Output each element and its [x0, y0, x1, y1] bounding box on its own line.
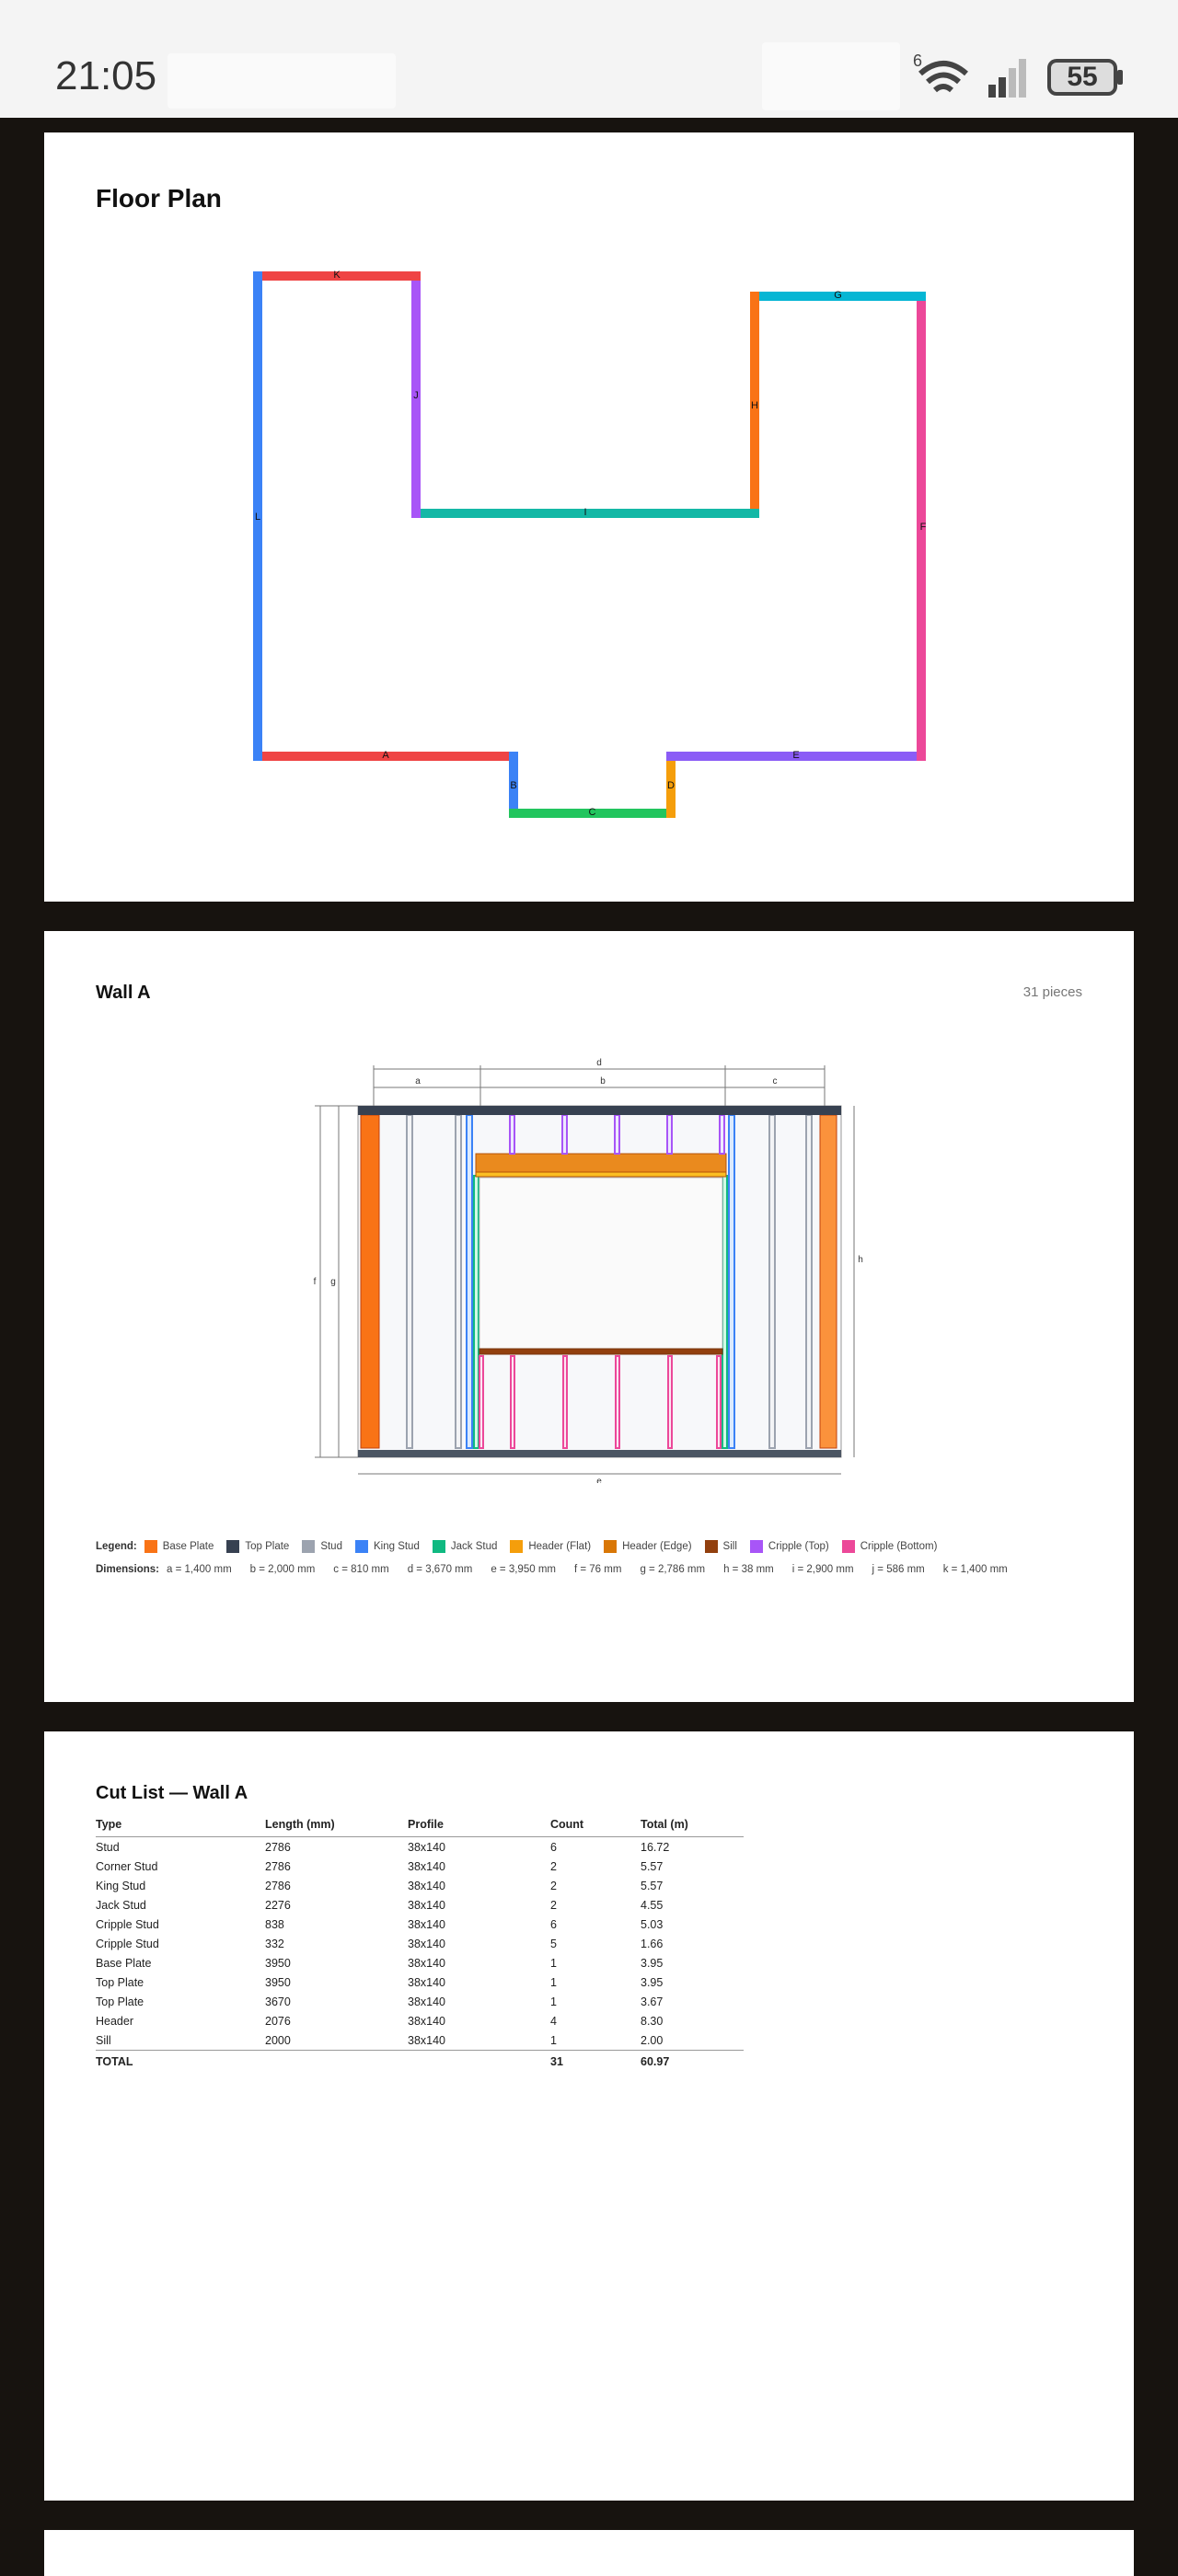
legend-item [510, 1540, 591, 1553]
column-header: Count [550, 1816, 641, 1837]
table-cell: 38x140 [408, 1995, 446, 2008]
pieces-count: 31 pieces [1022, 984, 1082, 1000]
stud-0 [407, 1115, 412, 1448]
legend-item [705, 1540, 737, 1553]
dim-label-c: c [772, 1076, 778, 1087]
dimension-item: h = 38 mm [723, 1564, 774, 1575]
table-row [96, 1895, 744, 1915]
legend-swatch [302, 1540, 315, 1553]
table-cell: 3.95 [641, 1956, 664, 1970]
table-cell: 38x140 [408, 1840, 446, 1854]
legend-swatch [842, 1540, 855, 1553]
table-row [96, 1837, 744, 1857]
status-time: 21:05 [55, 53, 157, 98]
table-cell: King Stud [96, 1879, 146, 1892]
dimension-item: c = 810 mm [333, 1564, 389, 1575]
dimension-item: f = 76 mm [573, 1564, 622, 1575]
cripple-bottom-4 [668, 1356, 672, 1448]
legend-text: Cripple (Bottom) [860, 1541, 938, 1552]
status-bar [0, 0, 1178, 118]
table-cell: 1 [550, 1956, 557, 1970]
legend-swatch [433, 1540, 445, 1553]
table-cell: 3670 [265, 1995, 291, 2008]
legend-swatch [144, 1540, 157, 1553]
table-cell: 2076 [265, 2014, 291, 2028]
dim-label-b: b [600, 1076, 606, 1087]
table-cell: Top Plate [96, 1975, 144, 1989]
table-row [96, 1915, 744, 1934]
wall-a-page [44, 931, 1134, 1702]
dimension-item: e = 3,950 mm [491, 1564, 556, 1575]
legend-text: Header (Edge) [622, 1541, 692, 1552]
corner-stud-left [361, 1115, 379, 1448]
table-cell: 838 [265, 1917, 284, 1931]
signal-icon [987, 57, 1033, 99]
table-cell: 38x140 [408, 2033, 446, 2047]
sill [479, 1349, 722, 1354]
table-cell: 2000 [265, 2033, 291, 2047]
table-cell: 2786 [265, 1879, 291, 1892]
table-cell: 2786 [265, 1859, 291, 1873]
table-cell: 6 [550, 1917, 557, 1931]
wall-title: Wall A [96, 983, 151, 1003]
table-cell: 38x140 [408, 1956, 446, 1970]
table-cell: 5.57 [641, 1859, 664, 1873]
wall-label-l: L [254, 512, 261, 523]
table-cell: 2 [550, 1898, 557, 1912]
table-cell: 4.55 [641, 1898, 664, 1912]
floor-plan-page [44, 132, 1134, 902]
total-cell: TOTAL [96, 2051, 265, 2074]
table-cell: 8.30 [641, 2014, 664, 2028]
cripple-bottom-2 [563, 1356, 567, 1448]
battery-tip [1117, 70, 1123, 85]
legend-item [842, 1540, 938, 1553]
cripple-top-0 [510, 1115, 514, 1154]
legend-text: Header (Flat) [528, 1541, 592, 1552]
wall-label-d: D [667, 780, 675, 791]
table-cell: 3.95 [641, 1975, 664, 1989]
legend-swatch [355, 1540, 368, 1553]
wifi-label: 6 [913, 53, 923, 70]
king-stud-left [467, 1115, 472, 1448]
legend-text: King Stud [373, 1541, 420, 1552]
battery-icon: 55 [1047, 59, 1117, 96]
legend-label: Legend: [96, 1541, 137, 1552]
legend-swatch [226, 1540, 239, 1553]
stud-3 [806, 1115, 812, 1448]
table-cell: 3.67 [641, 1995, 664, 2008]
status-placeholder [167, 53, 396, 109]
dim-label-g: g [330, 1277, 336, 1287]
cripple-top-1 [562, 1115, 567, 1154]
table-row [96, 1934, 744, 1953]
header-edge [476, 1154, 726, 1172]
wall-label-h: H [751, 400, 758, 411]
table-cell: 1 [550, 2033, 557, 2047]
table-cell: 16.72 [641, 1840, 670, 1854]
dimension-item: k = 1,400 mm [942, 1564, 1008, 1575]
table-cell: 38x140 [408, 1859, 446, 1873]
table-cell: Header [96, 2014, 133, 2028]
dim-label-d: d [596, 1058, 602, 1068]
dimension-item: j = 586 mm [872, 1564, 925, 1575]
cripple-bottom-5 [717, 1356, 721, 1448]
cripple-top-4 [720, 1115, 724, 1154]
column-header: Length (mm) [265, 1816, 408, 1837]
table-cell: 1.66 [641, 1937, 664, 1950]
floor-plan-title: Floor Plan [96, 184, 222, 213]
wifi-icon [911, 53, 976, 99]
dim-label-f: f [313, 1277, 317, 1287]
wall-label-g: G [834, 290, 842, 301]
legend-item [226, 1540, 289, 1553]
total-cell [265, 2051, 408, 2074]
column-header: Total (m) [641, 1816, 744, 1837]
cut-list-page [44, 1731, 1134, 2501]
table-row [96, 2011, 744, 2030]
table-cell: 38x140 [408, 1879, 446, 1892]
table-cell: Sill [96, 2033, 111, 2047]
wall-elevation-drawing [44, 931, 1134, 1483]
cripple-bottom-1 [511, 1356, 514, 1448]
legend-item [355, 1540, 420, 1553]
table-cell: 38x140 [408, 1898, 446, 1912]
cripple-bottom-0 [479, 1356, 483, 1448]
dimension-item: g = 2,786 mm [640, 1564, 706, 1575]
cripple-top-2 [615, 1115, 619, 1154]
legend-text: Base Plate [162, 1541, 214, 1552]
table-cell: 2.00 [641, 2033, 664, 2047]
wall-label-b: B [510, 780, 517, 791]
table-row [96, 1972, 744, 1992]
table-cell: 5.03 [641, 1917, 664, 1931]
top-plate [358, 1106, 841, 1115]
table-cell: 1 [550, 1995, 557, 2008]
legend-text: Top Plate [245, 1541, 290, 1552]
next-page [44, 2530, 1134, 2576]
legend-text: Stud [320, 1541, 342, 1552]
table-row [96, 1876, 744, 1895]
table-cell: Cripple Stud [96, 1917, 159, 1931]
wall-label-i: I [583, 507, 587, 518]
dim-label-e: e [596, 1477, 602, 1483]
legend-item [604, 1540, 691, 1553]
status-placeholder-right [762, 42, 900, 110]
table-row [96, 1992, 744, 2011]
base-plate [358, 1450, 841, 1457]
table-cell: 38x140 [408, 1975, 446, 1989]
legend-text: Cripple (Top) [768, 1541, 829, 1552]
table-cell: Jack Stud [96, 1898, 146, 1912]
table-cell: Base Plate [96, 1956, 152, 1970]
legend-text: Sill [722, 1541, 737, 1552]
table-row [96, 2030, 744, 2051]
dimension-item: i = 2,900 mm [791, 1564, 854, 1575]
table-cell: 2 [550, 1859, 557, 1873]
floor-plan-drawing [44, 132, 1134, 902]
table-cell: 3950 [265, 1975, 291, 1989]
table-cell: 5.57 [641, 1879, 664, 1892]
legend-swatch [705, 1540, 718, 1553]
total-cell: 60.97 [641, 2051, 744, 2074]
legend-item [144, 1540, 214, 1553]
corner-stud-right [820, 1115, 837, 1448]
table-cell: 1 [550, 1975, 557, 1989]
wall-label-j: J [413, 390, 419, 401]
table-cell: 332 [265, 1937, 284, 1950]
cripple-bottom-3 [616, 1356, 619, 1448]
column-header: Profile [408, 1816, 550, 1837]
dimensions-list [96, 1564, 1026, 1575]
table-cell: 38x140 [408, 1937, 446, 1950]
table-cell: 38x140 [408, 2014, 446, 2028]
table-cell: 38x140 [408, 1917, 446, 1931]
table-cell: 3950 [265, 1956, 291, 1970]
legend-swatch [750, 1540, 763, 1553]
dimensions-label: Dimensions: [96, 1564, 160, 1575]
wall-label-a: A [382, 750, 389, 761]
jack-stud-right [722, 1176, 727, 1448]
total-cell: 31 [550, 2051, 641, 2074]
table-row [96, 1953, 744, 1972]
table-cell: 2786 [265, 1840, 291, 1854]
dim-label-h: h [858, 1255, 863, 1265]
column-header: Type [96, 1816, 265, 1837]
table-cell: Cripple Stud [96, 1937, 159, 1950]
total-row [96, 2051, 744, 2074]
legend-text: Jack Stud [450, 1541, 498, 1552]
wall-label-k: K [333, 270, 341, 281]
stud-1 [456, 1115, 461, 1448]
wall-label-e: E [792, 750, 800, 761]
table-cell: 2276 [265, 1898, 291, 1912]
cut-list-title: Cut List — Wall A [96, 1783, 248, 1803]
wall-label-c: C [588, 807, 596, 818]
total-cell [408, 2051, 550, 2074]
table-cell: Stud [96, 1840, 120, 1854]
table-cell: Corner Stud [96, 1859, 158, 1873]
legend-item [750, 1540, 829, 1553]
dimension-item: a = 1,400 mm [167, 1564, 232, 1575]
window-opening [479, 1178, 722, 1349]
dimension-item: b = 2,000 mm [249, 1564, 316, 1575]
table-cell: 5 [550, 1937, 557, 1950]
header-flat [476, 1172, 726, 1177]
table-cell: 6 [550, 1840, 557, 1854]
table-cell: 2 [550, 1879, 557, 1892]
table-cell: Top Plate [96, 1995, 144, 2008]
table-cell: 4 [550, 2014, 557, 2028]
table-row [96, 1857, 744, 1876]
legend-item [433, 1540, 498, 1553]
king-stud-right [729, 1115, 734, 1448]
dimension-item: d = 3,670 mm [407, 1564, 473, 1575]
legend-swatch [510, 1540, 523, 1553]
legend-swatch [604, 1540, 617, 1553]
dim-label-a: a [415, 1076, 421, 1087]
stud-2 [769, 1115, 775, 1448]
legend-item [302, 1540, 342, 1553]
cripple-top-3 [667, 1115, 672, 1154]
legend [96, 1540, 950, 1553]
jack-stud-left [474, 1176, 479, 1448]
wall-label-f: F [919, 522, 927, 533]
cut-list-table [96, 1816, 744, 2073]
